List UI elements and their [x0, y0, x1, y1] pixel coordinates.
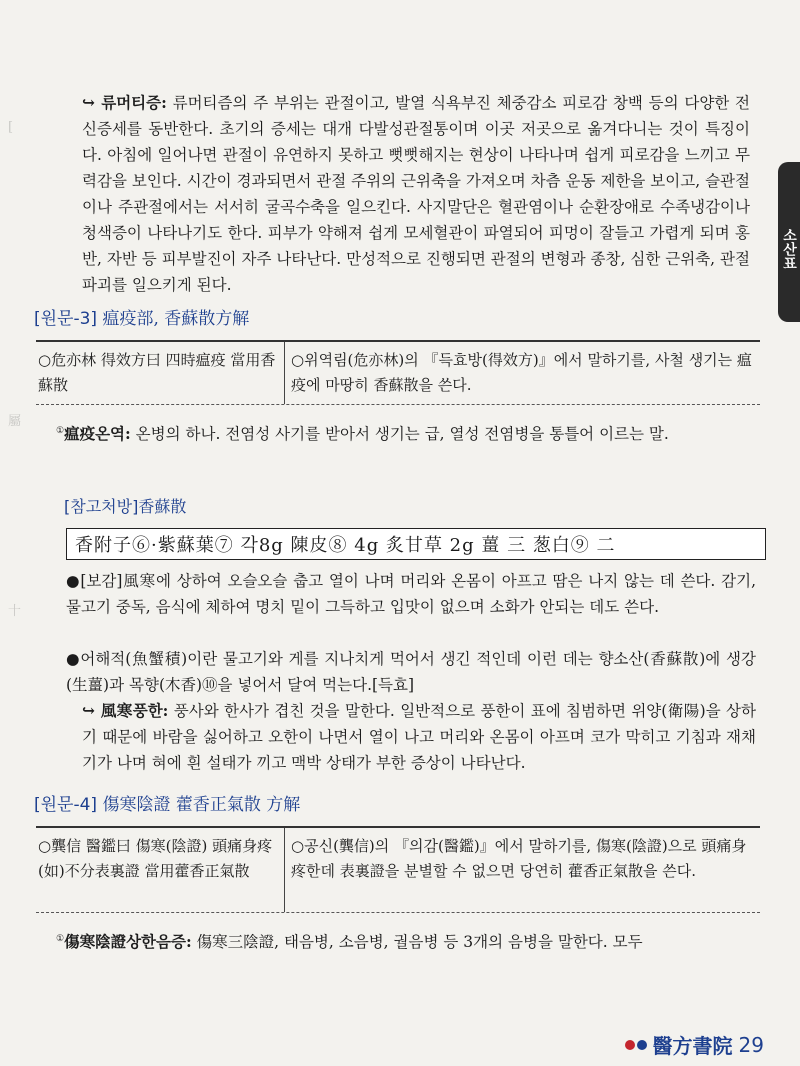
- bullet-item: ●어해적(魚蟹積)이란 물고기와 게를 지나치게 먹어서 생긴 적인데 이런 데는 향소산(香蘇散)에 생강(生薑)과 목향(木香)⑩을 넣어서 달여 먹는다.[득효]: [66, 650, 756, 694]
- prescription-ingredients: 香附子⑥·紫蘇葉⑦ 각8g 陳皮⑧ 4g 炙甘草 2g 薑 三 葱白⑨ 二: [75, 535, 616, 556]
- section-4-footnote: [56, 926, 750, 955]
- rheumatism-text: 류머티즘의 주 부위는 관절이고, 발열 식욕부진 체중감소 피로감 창백 등의 다양한 전신증세를 동반한다. 초기의 증세는 대개 다발성관절통이며 이곳 저곳으로 옮겨다니는 것이 특징이다. 아침에 일어나면 관절이 유연하지 못하고 뻣뻣해지는 현상이 나타나며 쉽게 피로감을 느끼고 무력감을 보인다. 시간이 경과되면서 관절 주위의 근위축을 가져오며 차츰 운동 제한을 보이고, 슬관절이나 주관절에서는 서서히 굴곡수축을 일으킨다. 사지말단은 혈관염이나 순환장애로 수족냉감이나 청색증이 나타나기도 한다. 피부가 약해져 쉽게 모세혈관이 파열되어 피멍이 잘들고 가렵게 되며 홍반, 자반 등 피부발진이 자주 나타난다. 만성적으로 진행되면 관절의 변형과 종창, 심한 근위축, 관절파괴를 일으키게 된다.: [82, 94, 751, 294]
- wind-cold-term: ↪ 風寒풍한:: [82, 701, 169, 720]
- footnote-term: 傷寒陰證상한음증:: [64, 932, 192, 952]
- page-footer: [625, 1030, 764, 1059]
- section-4-original-text: ○龔信 醫鑑曰 傷寒(陰證) 頭痛身疼 (如)不分表裏證 當用藿香正氣散: [36, 828, 285, 912]
- footnote-text: 傷寒三陰證, 태음병, 소음병, 궐음병 등 3개의 음병을 말한다. 모두: [191, 933, 643, 952]
- prescription-ingredients-box: [66, 528, 766, 560]
- section-3-label: [원문-3]: [34, 309, 98, 329]
- bleed-through-mark: 十: [8, 604, 22, 619]
- bleed-through-mark: [: [8, 120, 14, 135]
- rheumatism-paragraph: [82, 90, 750, 298]
- section-4-title: 傷寒陰證 藿香正氣散 方解: [102, 795, 301, 815]
- section-3-footnote: [56, 418, 750, 447]
- section-4-translation: ○공신(龔信)의 『의감(醫鑑)』에서 말하기를, 傷寒(陰證)으로 頭痛身疼한데 表裏證을 분별할 수 없으면 당연히 藿香正氣散을 쓴다.: [291, 837, 747, 880]
- section-4-heading: [34, 790, 300, 815]
- publisher-logo: 醫方書院: [652, 1034, 733, 1058]
- bullet-item: ●[보감]風寒에 상하여 오슬오슬 춥고 열이 나며 머리와 온몸이 아프고 땀은 나지 않는 데 쓴다. 감기, 물고기 중독, 음식에 체하여 명치 밑이 그득하고 입맛이 없으며 소화가 안되는 데도 쓴다.: [66, 572, 756, 616]
- rheumatism-term: ↪ 류머티증:: [82, 93, 167, 112]
- wind-cold-paragraph: [82, 698, 756, 776]
- section-3-original-text: ○危亦林 得效方曰 四時瘟疫 當用香蘇散: [36, 342, 285, 404]
- footnote-marker: ①: [56, 934, 65, 944]
- bleed-through-mark: 屬: [8, 414, 22, 429]
- logo-dot-blue: [637, 1040, 647, 1050]
- reference-prescription-label: [참고처방]: [64, 497, 139, 516]
- wind-cold-text: 풍사와 한사가 겹친 것을 말한다. 일반적으로 풍한이 표에 침범하면 위양(衛陽)을 상하기 때문에 바람을 싫어하고 오한이 나면서 열이 나고 머리와 온몸이 아프며 코가 막히고 기침과 재채기가 나며 혀에 흰 설태가 끼고 맥박 상태가 부한 증상이 나타난다.: [82, 702, 756, 772]
- section-3-translation: ○위역림(危亦林)의 『득효방(得效方)』에서 말하기를, 사철 생기는 瘟疫에 마땅히 香蘇散을 쓴다.: [291, 351, 752, 394]
- logo-dot-red: [625, 1040, 635, 1050]
- logo-dots: [625, 1040, 647, 1050]
- footnote-marker: ①: [56, 426, 65, 436]
- section-3-heading: [34, 304, 249, 329]
- footnote-text: 온병의 하나. 전염성 사기를 받아서 생기는 급, 열성 전염병을 통틀어 이르는 말.: [130, 425, 669, 444]
- section-3-source-box: [36, 340, 760, 405]
- reference-prescription-name: 香蘇散: [138, 497, 187, 516]
- section-4-label: [원문-4]: [34, 795, 98, 815]
- footnote-term: 瘟疫온역:: [64, 424, 131, 444]
- section-4-source-box: [36, 826, 760, 913]
- page-number: 29: [738, 1032, 764, 1057]
- reference-prescription-heading: [64, 494, 186, 517]
- section-3-title: 瘟疫部, 香蘇散方解: [102, 309, 250, 329]
- chapter-side-tab[interactable]: 소산표: [778, 162, 800, 322]
